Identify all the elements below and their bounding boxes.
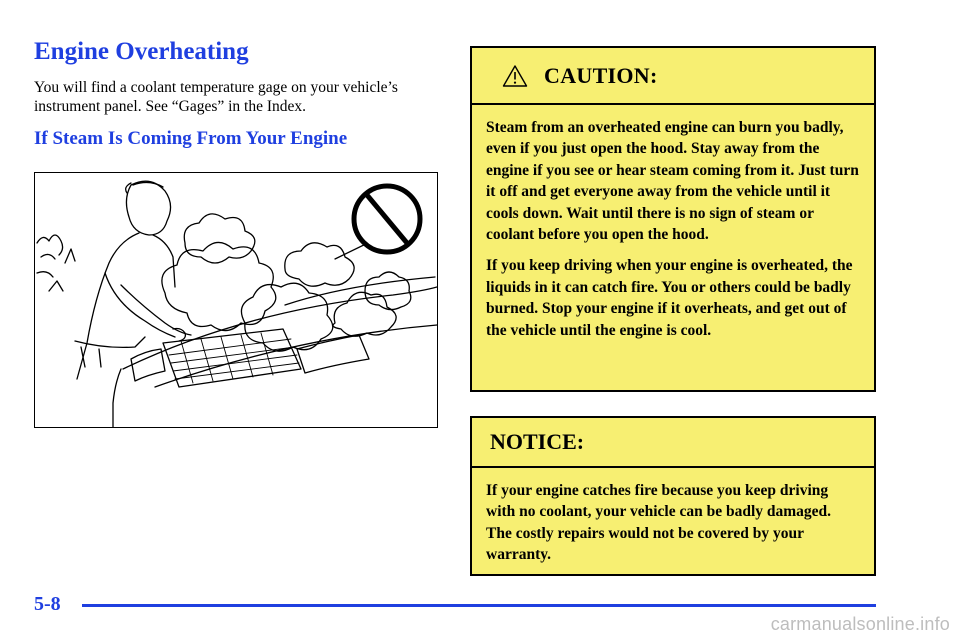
footer-rule (82, 604, 876, 607)
watermark: carmanualsonline.info (770, 614, 950, 634)
warning-triangle-icon (502, 64, 528, 88)
notice-body (472, 468, 874, 566)
intro-paragraph: You will find a coolant temperature gage on your vehicle’s instrument panel. See “Gages” in the Index. (34, 79, 398, 115)
caution-paragraph: Steam from an overheated engine can burn you badly, even if you just open the hood. Stay away from the engine if you see or hear steam coming from it. Just turn it off and get everyone away from the vehicle until it cools down. Wait until there is no sign of steam or coolant before you open the hood. (486, 119, 859, 244)
steam-engine-illustration (34, 172, 438, 428)
notice-title: NOTICE: (490, 429, 585, 454)
notice-header (472, 418, 874, 468)
caution-body (472, 105, 874, 341)
caution-paragraph: If you keep driving when your engine is overheated, the liquids in it can catch fire. You or others could be badly burned. Stop your engine if it overheats, and get out of the vehicle until the engine is cool. (486, 257, 853, 339)
notice-paragraph: If your engine catches fire because you keep driving with no coolant, your vehicle can be badly damaged. The costly repairs would not be covered by your warranty. (486, 482, 832, 564)
section-subheading: If Steam Is Coming From Your Engine (34, 128, 348, 149)
caution-box (470, 46, 876, 392)
page-number: 5-8 (34, 593, 61, 615)
page-title: Engine Overheating (34, 38, 249, 65)
notice-box (470, 416, 876, 576)
caution-title: CAUTION: (544, 62, 658, 88)
prohibition-sign-icon (347, 179, 427, 259)
caution-header (472, 48, 874, 105)
